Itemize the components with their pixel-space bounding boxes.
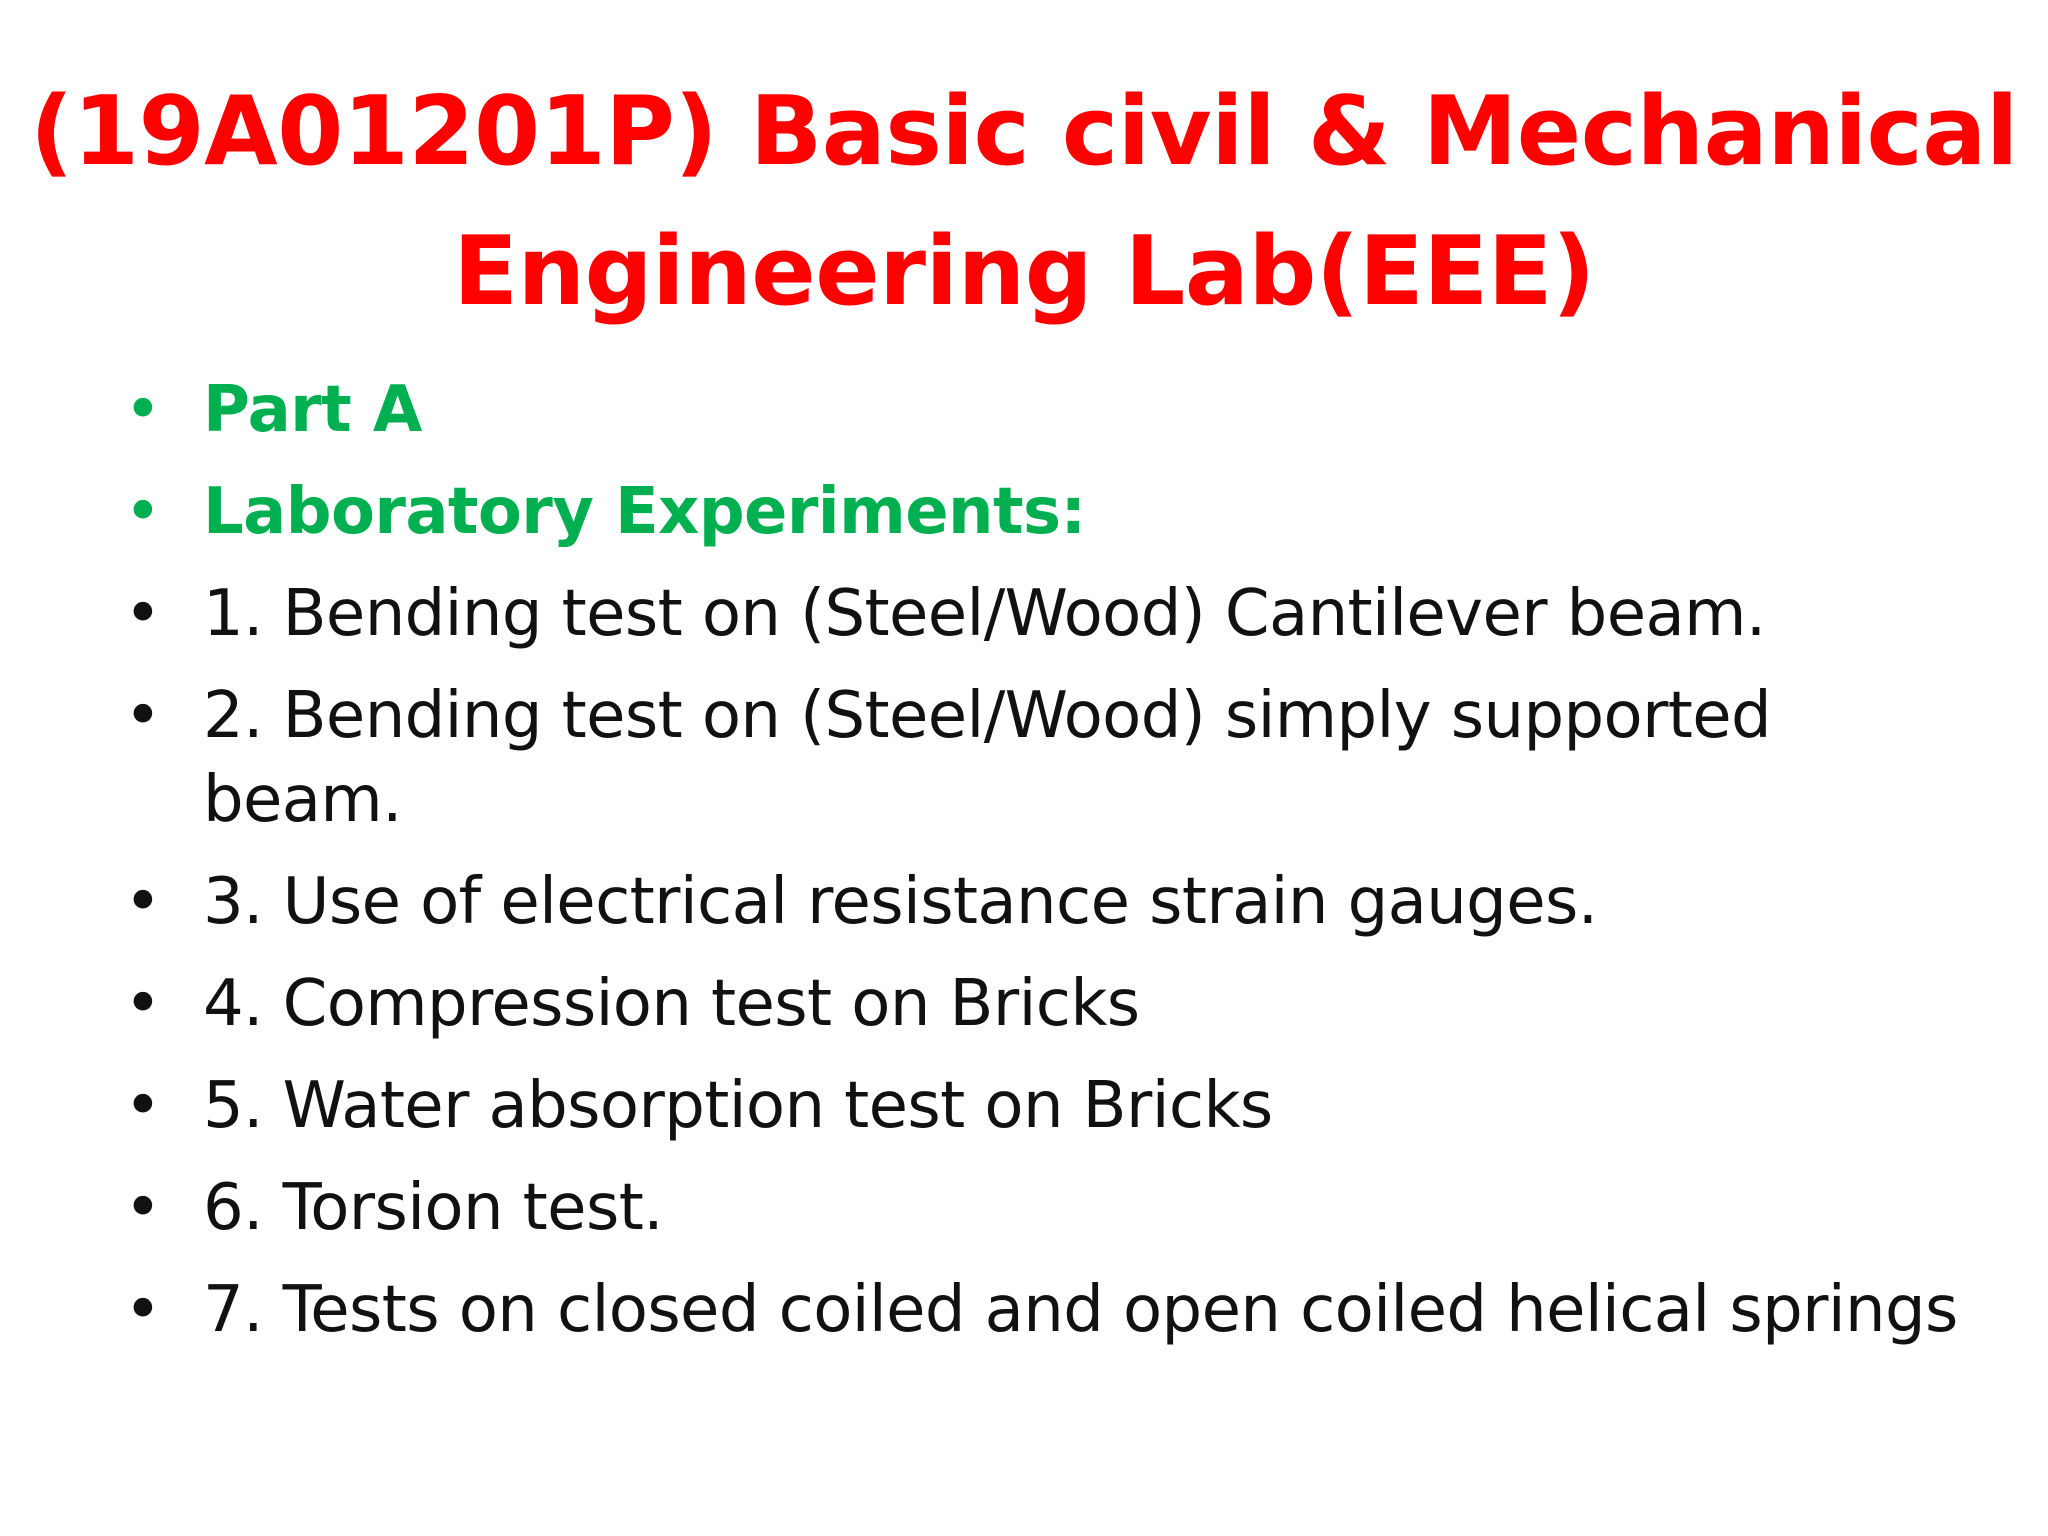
bullet-dot-icon: • [124,967,162,1041]
bullet-dot-icon: • [124,679,162,753]
bullet-text: 6. Torsion test. [203,1171,663,1245]
bullet-text: 1. Bending test on (Steel/Wood) Cantilever beam. [203,577,1766,651]
bullet-dot-icon: • [124,373,162,447]
bullet-dot-icon: • [124,865,162,939]
bullet-text: 2. Bending test on (Steel/Wood) simply supported beam. [203,679,1772,837]
bullet-text: 5. Water absorption test on Bricks [203,1069,1273,1143]
title-line-2: Engineering Lab(EEE) [453,217,1595,327]
bullet-text: Part A [203,373,422,447]
bullet-dot-icon: • [124,1069,162,1143]
title-line-1: (19A01201P) Basic civil & Mechanical [30,77,2018,187]
bullet-text: 4. Compression test on Bricks [203,967,1140,1041]
bullet-dot-icon: • [124,1171,162,1245]
bullet-dot-icon: • [124,577,162,651]
bullet-dot-icon: • [124,1273,162,1347]
bullet-text: 3. Use of electrical resistance strain gauges. [203,865,1598,939]
bullet-dot-icon: • [124,475,162,549]
bullet-text: Laboratory Experiments: [203,475,1086,549]
bullet-text: 7. Tests on closed coiled and open coiled helical springs [203,1273,1958,1347]
